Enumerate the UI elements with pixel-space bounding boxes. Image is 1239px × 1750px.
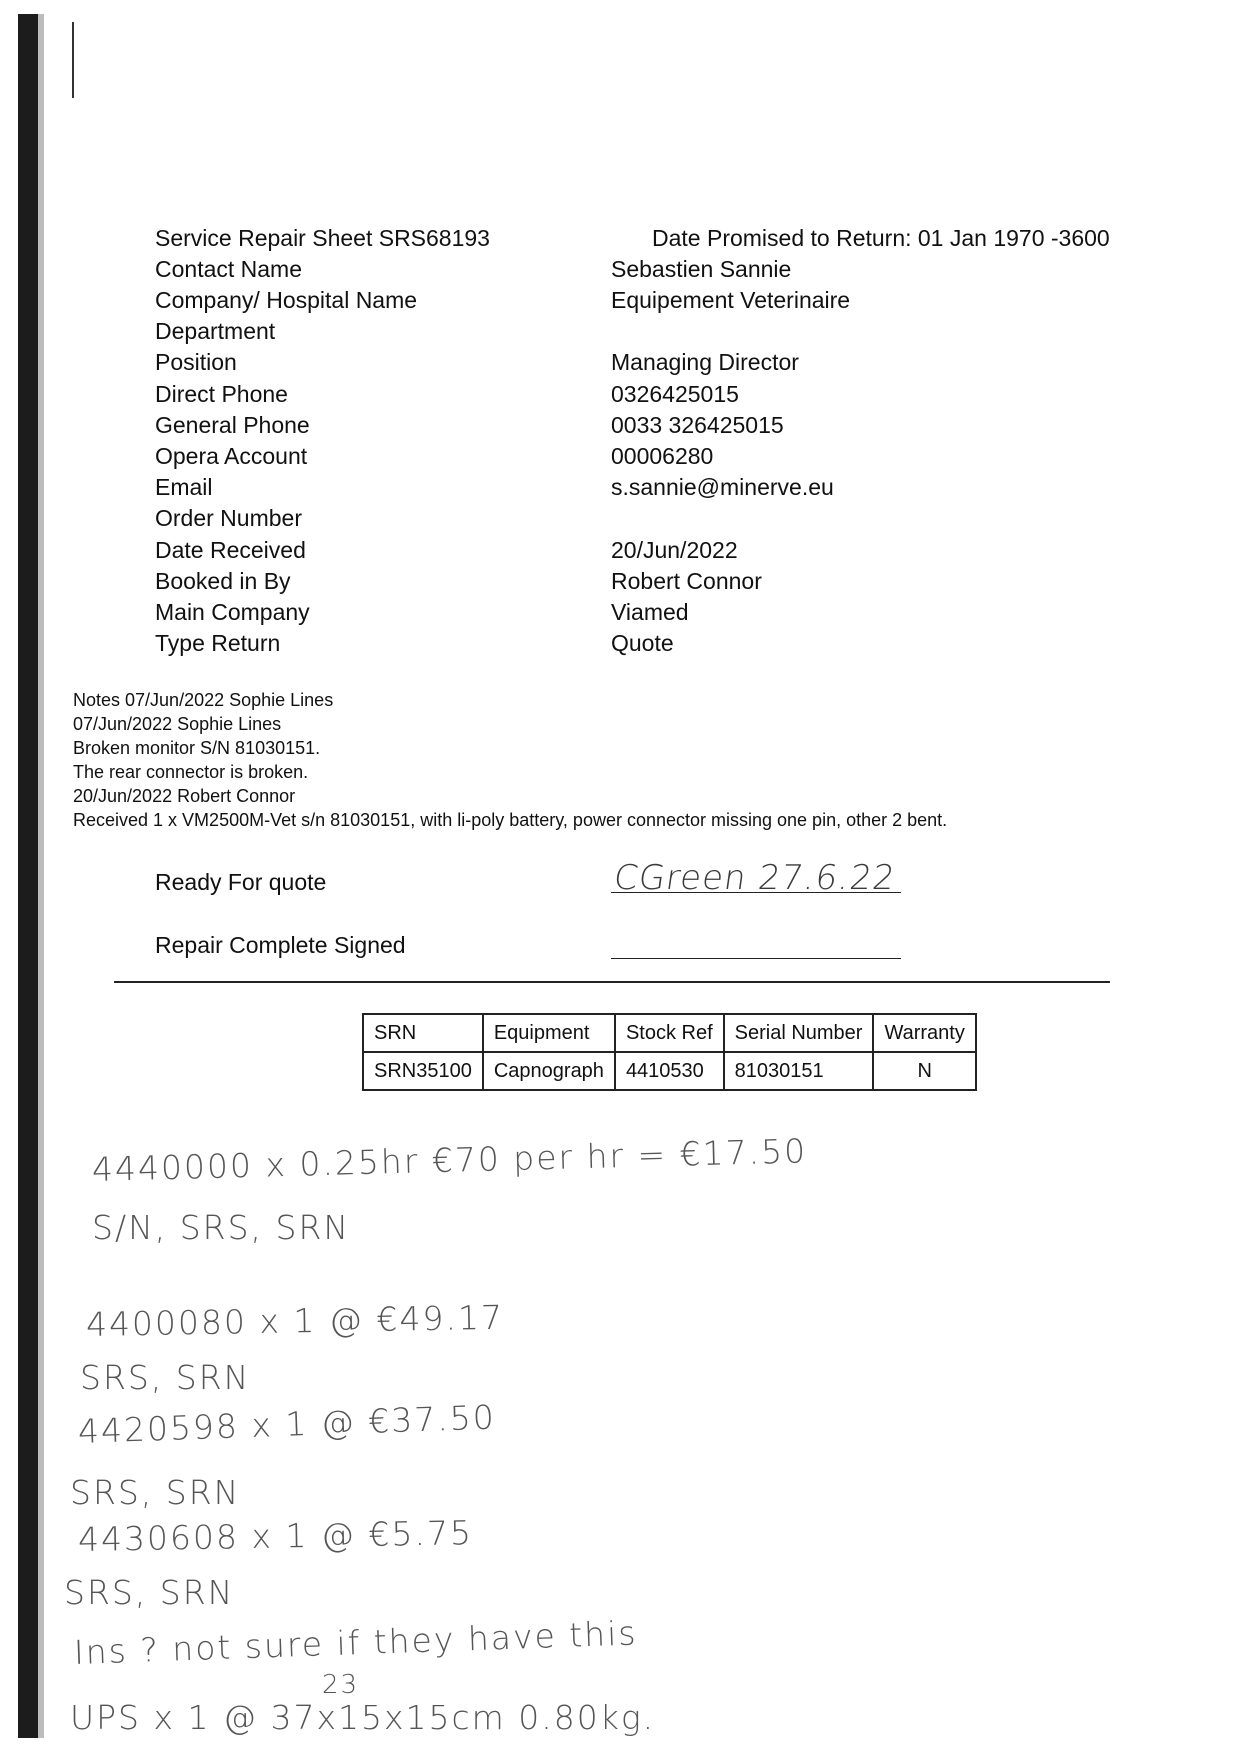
ready-signature: CGreen 27.6.22: [611, 858, 899, 898]
notes-line: 20/Jun/2022 Robert Connor: [73, 786, 296, 806]
field-label-general-phone: General Phone: [155, 412, 310, 438]
date-promised: Date Promised to Return: 01 Jan 1970 -3600: [652, 225, 1110, 251]
handwritten-line: S/N, SRS, SRN: [92, 1208, 351, 1247]
notes-line: Received 1 x VM2500M-Vet s/n 81030151, with li-poly battery, power connector missing one pin, other 2 bent.: [73, 810, 948, 830]
field-label-order-number: Order Number: [155, 505, 302, 531]
field-value-type-return: Quote: [611, 630, 674, 656]
repair-complete-label: Repair Complete Signed: [155, 932, 406, 958]
field-value-position: Managing Director: [611, 349, 799, 375]
handwritten-line: 4430608 x 1 @ €5.75: [77, 1513, 474, 1559]
table-header-stock-ref: Stock Ref: [615, 1014, 724, 1052]
field-value-email: s.sannie@minerve.eu: [611, 474, 834, 500]
sheet-title: Service Repair Sheet SRS68193: [155, 225, 490, 251]
notes-line: The rear connector is broken.: [73, 762, 309, 782]
field-label-opera-account: Opera Account: [155, 443, 308, 469]
field-label-main-company: Main Company: [155, 599, 310, 625]
table-cell-warranty: N: [873, 1052, 975, 1090]
handwritten-line: SRS, SRN: [64, 1573, 235, 1612]
handwritten-line: 4400080 x 1 @ €49.17: [85, 1297, 505, 1344]
scan-mark: [72, 22, 74, 98]
handwritten-line: UPS x 1 @ 37x15x15cm 0.80kg.: [70, 1698, 656, 1737]
notes-line: 07/Jun/2022 Sophie Lines: [73, 714, 282, 734]
scan-edge-shadow: [38, 14, 44, 1738]
field-label-date-received: Date Received: [155, 537, 306, 563]
scan-edge: [18, 14, 38, 1738]
field-label-company: Company/ Hospital Name: [155, 287, 418, 313]
table-row: [363, 1052, 976, 1090]
field-value-direct-phone: 0326425015: [611, 381, 739, 407]
ready-for-quote-label: Ready For quote: [155, 869, 327, 895]
table-header-srn: SRN: [363, 1014, 483, 1052]
field-label-type-return: Type Return: [155, 630, 281, 656]
field-label-department: Department: [155, 318, 276, 344]
table-header-serial-number: Serial Number: [724, 1014, 874, 1052]
table-header-row: [363, 1014, 976, 1052]
handwritten-line: SRS, SRN: [80, 1358, 251, 1397]
handwritten-correction: 23: [322, 1670, 360, 1700]
table-cell-stock-ref: 4410530: [615, 1052, 724, 1090]
ready-signature-line: [611, 892, 901, 893]
table-header-equipment: Equipment: [483, 1014, 615, 1052]
field-label-booked-in-by: Booked in By: [155, 568, 291, 594]
field-label-email: Email: [155, 474, 213, 500]
field-value-general-phone: 0033 326425015: [611, 412, 784, 438]
table-cell-srn: SRN35100: [363, 1052, 483, 1090]
notes-line: Notes 07/Jun/2022 Sophie Lines: [73, 690, 334, 710]
section-divider: [114, 981, 1110, 983]
table-cell-equipment: Capnograph: [483, 1052, 615, 1090]
table-header-warranty: Warranty: [873, 1014, 975, 1052]
notes-block: [73, 688, 947, 832]
handwritten-line: SRS, SRN: [70, 1473, 241, 1512]
table-cell-serial-number: 81030151: [724, 1052, 874, 1090]
handwritten-line: Ins ? not sure if they have this: [73, 1613, 639, 1672]
handwritten-line: 4440000 x 0.25hr €70 per hr = €17.50: [91, 1131, 808, 1189]
field-value-contact-name: Sebastien Sannie: [611, 256, 792, 282]
field-label-direct-phone: Direct Phone: [155, 381, 288, 407]
field-value-opera-account: 00006280: [611, 443, 714, 469]
field-value-date-received: 20/Jun/2022: [611, 537, 738, 563]
handwritten-line: 4420598 x 1 @ €37.50: [77, 1397, 497, 1451]
equipment-table: [362, 1013, 977, 1091]
field-value-booked-in-by: Robert Connor: [611, 568, 762, 594]
field-value-main-company: Viamed: [611, 599, 689, 625]
notes-line: Broken monitor S/N 81030151.: [73, 738, 321, 758]
field-value-company: Equipement Veterinaire: [611, 287, 851, 313]
complete-signature-line: [611, 958, 901, 959]
field-label-contact-name: Contact Name: [155, 256, 303, 282]
field-label-position: Position: [155, 349, 237, 375]
